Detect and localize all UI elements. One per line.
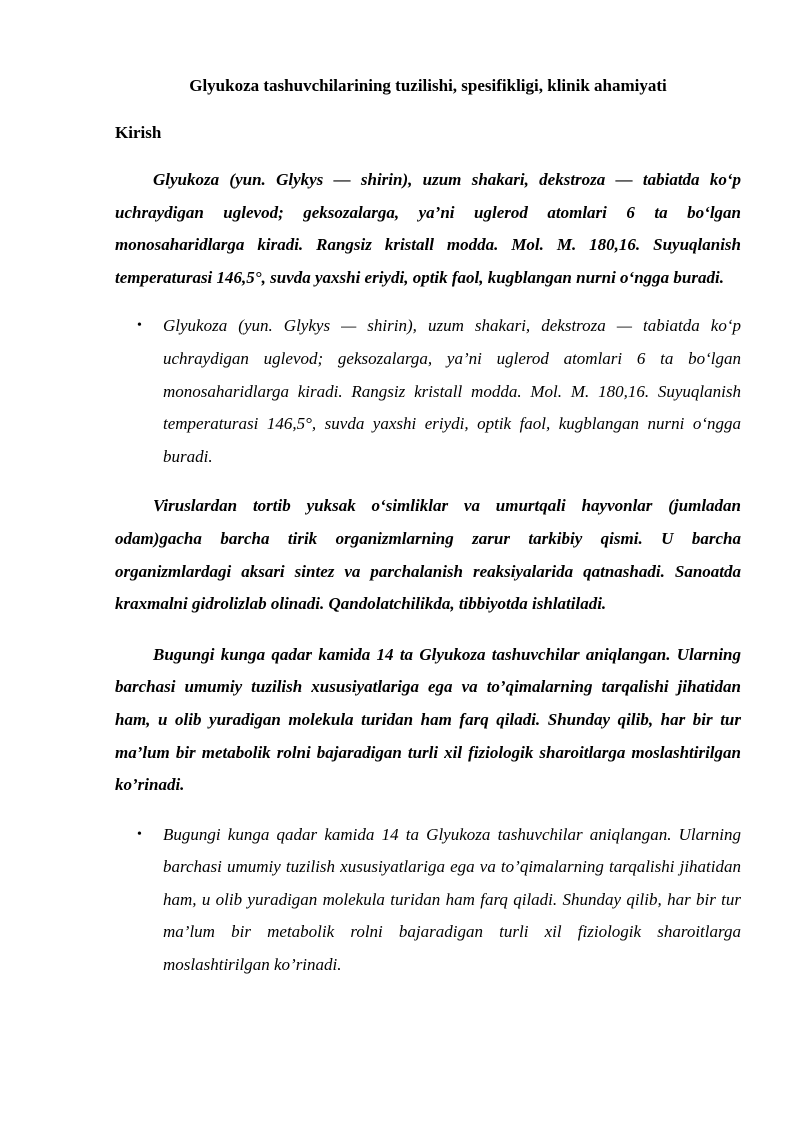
bullet-text: Bugungi kunga qadar kamida 14 ta Glyukoza tashuvchilar aniqlangan. Ularning barchasi umumiy tuzilish xususiyatlariga ega va to’qimalarning tarqalishi jihatidan ham, u olib yuradigan molekula turidan ham farq qiladi. Shunday qilib, har bir tur ma’lum bir metabolik rolni bajaradigan turli xil fiziologik sharoitlarga moslashtirilgan ko’rinadi. [163,824,741,975]
document-title: Glyukoza tashuvchilarining tuzilishi, spesifikligi, klinik ahamiyati [189,76,667,95]
bullet-list-1 [115,310,741,473]
paragraph-organisms: Viruslardan tortib yuksak o‘simliklar va umurtqali hayvonlar (jumladan odam)gacha barcha tirik organizmlarning zarur tarkibiy qismi. U barcha organizmlardagi aksari sintez va parchalanish reaksiyalarida qatnashadi. Sanoatda kraxmalni gidrolizlab olinadi. Qandolatchilikda, tibbiyotda ishlatiladi. [115,496,741,614]
paragraph-transporters: Bugungi kunga qadar kamida 14 ta Glyukoza tashuvchilar aniqlangan. Ularning barchasi umumiy tuzilish xususiyatlariga ega va to’qimalarning tarqalishi jihatidan ham, u olib yuradigan molekula turidan ham farq qiladi. Shunday qilib, har bir tur ma’lum bir metabolik rolni bajaradigan turli xil fiziologik sharoitlarga moslashtirilgan ko’rinadi. [115,644,741,795]
list-item [115,819,741,982]
document-page [115,74,741,982]
bullet-list-2 [115,819,741,982]
list-item [115,310,741,473]
paragraph-intro: Glyukoza (yun. Glykys — shirin), uzum shakari, dekstroza — tabiatda ko‘p uchraydigan uglevod; geksozalarga, ya’ni uglerod atomlari 6 ta bo‘lgan monosaharidlarga kiradi. Rangsiz kristall modda. Mol. M. 180,16. Suyuqlanish temperaturasi 146,5°, suvda yaxshi eriydi, optik faol, kugblangan nurni o‘ngga buradi. [115,170,741,287]
bullet-icon: • [137,826,142,842]
bullet-icon: • [137,318,142,334]
section-heading: Kirish [115,123,162,142]
bullet-text: Glyukoza (yun. Glykys — shirin), uzum shakari, dekstroza — tabiatda ko‘p uchraydigan uglevod; geksozalarga, ya’ni uglerod atomlari 6 ta bo‘lgan monosaharidlarga kiradi. Rangsiz kristall modda. Mol. M. 180,16. Suyuqlanish temperaturasi 146,5°, suvda yaxshi eriydi, optik faol, kugblangan nurni o‘ngga buradi. [163,316,741,466]
